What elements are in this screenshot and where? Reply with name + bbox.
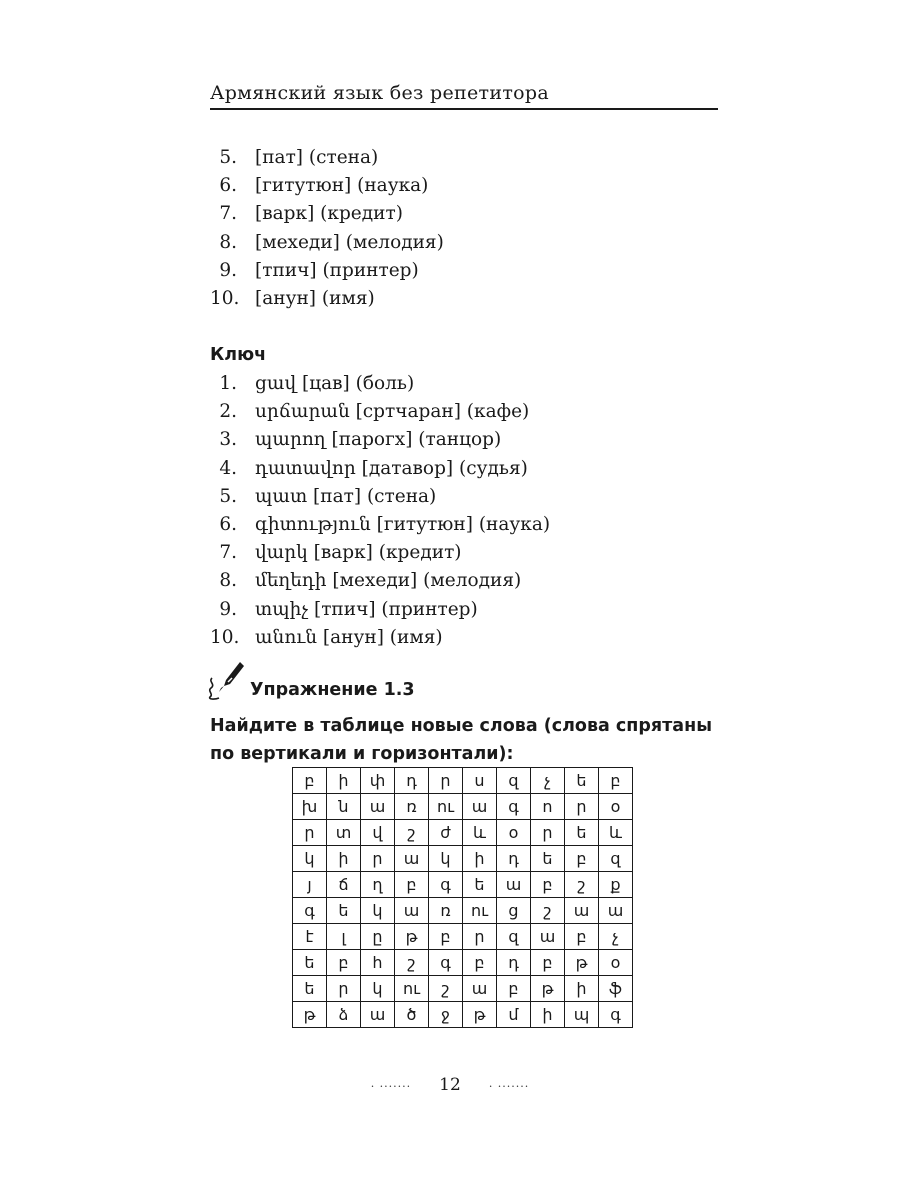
grid-cell: ու	[463, 898, 497, 924]
list-item-number: 5.	[219, 147, 237, 168]
key-item-text: անուն [анун] (имя)	[255, 626, 443, 648]
key-item-number: 2.	[219, 401, 237, 423]
grid-cell: ր	[531, 820, 565, 846]
footer-left-dots: . .......	[370, 1077, 412, 1090]
grid-cell: թ	[565, 950, 599, 976]
grid-row	[293, 976, 633, 1002]
grid-row	[293, 872, 633, 898]
grid-cell: ը	[361, 924, 395, 950]
grid-cell: ե	[531, 846, 565, 872]
vocabulary-list	[210, 144, 444, 313]
grid-cell: օ	[599, 794, 633, 820]
key-item-text: սրճարան [сртчаран] (кафе)	[255, 401, 530, 423]
grid-cell: ե	[293, 950, 327, 976]
grid-cell: ժ	[429, 820, 463, 846]
grid-cell: շ	[565, 872, 599, 898]
grid-cell: ու	[429, 794, 463, 820]
key-item-text: տպիչ [тпич] (принтер)	[255, 598, 478, 620]
grid-cell: ղ	[361, 872, 395, 898]
grid-row	[293, 820, 633, 846]
key-item	[210, 370, 550, 398]
grid-cell: զ	[497, 924, 531, 950]
exercise-header	[206, 660, 415, 702]
grid-cell: ջ	[429, 1002, 463, 1028]
grid-cell: մ	[497, 1002, 531, 1028]
page-footer	[0, 1075, 900, 1095]
grid-cell: դ	[497, 950, 531, 976]
grid-cell: ր	[463, 924, 497, 950]
grid-cell: ճ	[327, 872, 361, 898]
grid-cell: ի	[327, 768, 361, 794]
grid-cell: գ	[599, 1002, 633, 1028]
grid-cell: հ	[361, 950, 395, 976]
grid-cell: օ	[599, 950, 633, 976]
key-item	[210, 483, 550, 511]
key-item	[210, 624, 550, 652]
grid-cell: ի	[327, 846, 361, 872]
grid-cell: շ	[395, 820, 429, 846]
grid-cell: չ	[599, 924, 633, 950]
grid-cell: բ	[531, 950, 565, 976]
grid-cell: բ	[395, 872, 429, 898]
grid-row	[293, 846, 633, 872]
answer-key-list	[210, 370, 550, 652]
list-item	[210, 144, 444, 172]
key-heading: Ключ	[210, 345, 267, 365]
grid-row	[293, 794, 633, 820]
grid-cell: ֆ	[599, 976, 633, 1002]
key-item	[210, 511, 550, 539]
grid-cell: բ	[565, 924, 599, 950]
list-item-number: 7.	[219, 203, 237, 225]
grid-row	[293, 898, 633, 924]
grid-cell: և	[599, 820, 633, 846]
key-item-text: պատ [пат] (стена)	[255, 485, 437, 507]
grid-cell: բ	[463, 950, 497, 976]
key-item	[210, 596, 550, 624]
grid-cell: ե	[565, 768, 599, 794]
grid-cell: և	[463, 820, 497, 846]
grid-cell: ք	[599, 872, 633, 898]
grid-cell: չ	[531, 768, 565, 794]
key-item-number: 5.	[219, 485, 237, 507]
word-search-grid	[292, 767, 633, 1028]
key-item-number: 3.	[219, 429, 237, 451]
grid-cell: կ	[361, 976, 395, 1002]
list-item-text: [тпич] (принтер)	[255, 259, 419, 281]
key-item-number: 6.	[219, 513, 237, 535]
grid-cell: ա	[463, 976, 497, 1002]
key-item	[210, 567, 550, 595]
exercise-instruction: Найдите в таблице новые слова (слова спрятаны по вертикали и горизонтали):	[210, 716, 713, 764]
grid-cell: բ	[293, 768, 327, 794]
list-item-number: 8.	[219, 231, 237, 253]
grid-cell: բ	[599, 768, 633, 794]
grid-cell: թ	[293, 1002, 327, 1028]
grid-cell: ռ	[395, 794, 429, 820]
grid-cell: ի	[565, 976, 599, 1002]
key-item-text: վարկ [варк] (кредит)	[255, 542, 462, 564]
key-item-number: 8.	[219, 570, 237, 592]
grid-cell: դ	[497, 846, 531, 872]
grid-cell: ս	[463, 768, 497, 794]
list-item-text: [гитутюн] (наука)	[255, 175, 429, 197]
grid-cell: ե	[327, 898, 361, 924]
list-item	[210, 285, 444, 313]
grid-cell: կ	[293, 846, 327, 872]
list-item	[210, 229, 444, 257]
grid-cell: ծ	[395, 1002, 429, 1028]
list-item-number: 6.	[219, 175, 237, 197]
grid-cell: տ	[327, 820, 361, 846]
grid-cell: շ	[531, 898, 565, 924]
grid-cell: ի	[463, 846, 497, 872]
grid-cell: ռ	[429, 898, 463, 924]
list-item-text: [пат] (стена)	[255, 147, 379, 168]
grid-cell: ձ	[327, 1002, 361, 1028]
grid-cell: ր	[293, 820, 327, 846]
grid-cell: խ	[293, 794, 327, 820]
key-item-number: 10.	[210, 626, 240, 648]
grid-cell: ո	[531, 794, 565, 820]
key-item	[210, 539, 550, 567]
key-item-number: 1.	[219, 373, 237, 394]
grid-cell: ց	[497, 898, 531, 924]
list-item-number: 10.	[210, 287, 240, 309]
list-item-text: [мехеди] (мелодия)	[255, 231, 444, 253]
key-item	[210, 398, 550, 426]
grid-cell: գ	[429, 872, 463, 898]
grid-cell: ր	[361, 846, 395, 872]
key-item	[210, 426, 550, 454]
grid-cell: գ	[497, 794, 531, 820]
list-item	[210, 200, 444, 228]
key-item-text: պարող [парогх] (танцор)	[255, 429, 502, 451]
grid-cell: թ	[463, 1002, 497, 1028]
list-item	[210, 172, 444, 200]
grid-cell: ր	[327, 976, 361, 1002]
grid-cell: գ	[293, 898, 327, 924]
grid-cell: շ	[429, 976, 463, 1002]
key-item	[210, 455, 550, 483]
grid-cell: բ	[327, 950, 361, 976]
grid-row	[293, 768, 633, 794]
pen-nib-icon	[206, 660, 246, 702]
footer-right-dots: . .......	[488, 1077, 530, 1090]
grid-cell: բ	[531, 872, 565, 898]
grid-cell: բ	[565, 846, 599, 872]
running-header: Армянский язык без репетитора	[210, 82, 549, 104]
grid-cell: ա	[395, 846, 429, 872]
grid-cell: կ	[429, 846, 463, 872]
grid-cell: օ	[497, 820, 531, 846]
grid-cell: է	[293, 924, 327, 950]
grid-cell: բ	[497, 976, 531, 1002]
grid-cell: զ	[599, 846, 633, 872]
grid-cell: ա	[361, 794, 395, 820]
grid-cell: վ	[361, 820, 395, 846]
list-item-text: [варк] (кредит)	[255, 203, 403, 225]
grid-cell: ա	[531, 924, 565, 950]
grid-cell: ա	[599, 898, 633, 924]
grid-cell: ու	[395, 976, 429, 1002]
key-item-text: ցավ [цав] (боль)	[255, 373, 415, 394]
key-item-text: մեղեդի [мехеди] (мелодия)	[255, 570, 522, 592]
grid-cell: ր	[429, 768, 463, 794]
grid-row	[293, 1002, 633, 1028]
key-item-number: 9.	[219, 598, 237, 620]
grid-cell: ե	[293, 976, 327, 1002]
grid-cell: դ	[395, 768, 429, 794]
key-item-text: դատավոր [датавор] (судья)	[255, 457, 528, 479]
header-rule	[210, 108, 718, 110]
grid-cell: յ	[293, 872, 327, 898]
grid-cell: շ	[395, 950, 429, 976]
list-item-number: 9.	[219, 259, 237, 281]
list-item	[210, 257, 444, 285]
grid-cell: ա	[361, 1002, 395, 1028]
grid-row	[293, 924, 633, 950]
grid-cell: ե	[463, 872, 497, 898]
grid-cell: զ	[497, 768, 531, 794]
grid-cell: ա	[463, 794, 497, 820]
grid-cell: ր	[565, 794, 599, 820]
exercise-title: Упражнение 1.3	[250, 680, 415, 700]
grid-cell: ա	[565, 898, 599, 924]
grid-row	[293, 950, 633, 976]
key-item-number: 4.	[219, 457, 237, 479]
grid-cell: թ	[531, 976, 565, 1002]
page-number: 12	[439, 1075, 461, 1095]
grid-cell: փ	[361, 768, 395, 794]
grid-cell: ե	[565, 820, 599, 846]
grid-cell: ա	[395, 898, 429, 924]
grid-cell: լ	[327, 924, 361, 950]
grid-cell: կ	[361, 898, 395, 924]
grid-cell: բ	[429, 924, 463, 950]
grid-cell: ի	[531, 1002, 565, 1028]
grid-cell: գ	[429, 950, 463, 976]
key-item-number: 7.	[219, 542, 237, 564]
grid-cell: ն	[327, 794, 361, 820]
grid-cell: թ	[395, 924, 429, 950]
list-item-text: [анун] (имя)	[255, 287, 375, 309]
key-item-text: գիտություն [гитутюн] (наука)	[255, 513, 551, 535]
grid-cell: ա	[497, 872, 531, 898]
grid-cell: պ	[565, 1002, 599, 1028]
